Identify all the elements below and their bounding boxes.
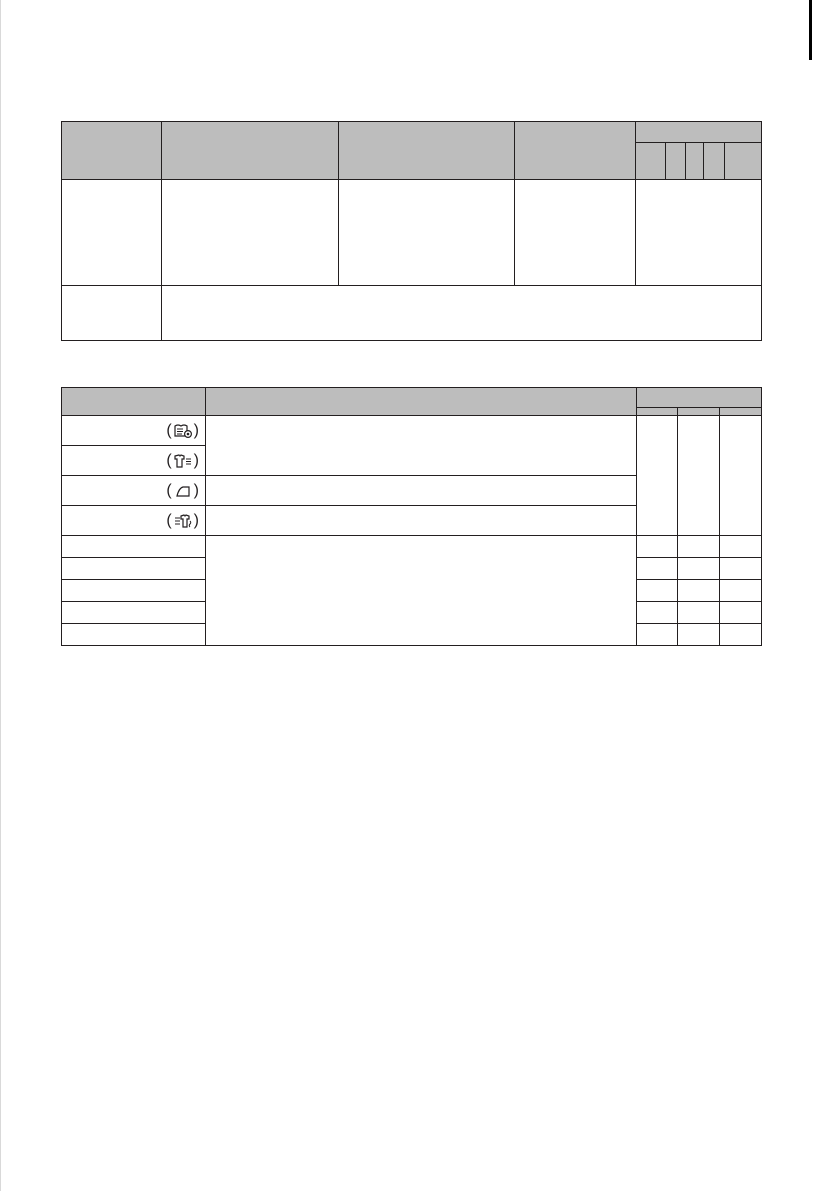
- table-1-cell: [636, 180, 762, 286]
- table-1-subheader-cell: [686, 143, 704, 180]
- option-cell: [720, 558, 762, 580]
- programme-cell: ( ): [62, 416, 206, 446]
- option-cell: [678, 536, 720, 558]
- option-cell: [678, 624, 720, 646]
- steam-shirt-icon: [173, 513, 193, 529]
- description-cell: [206, 536, 637, 646]
- table-2-subheader-cell: [637, 408, 678, 416]
- table-1-header-cell: [62, 122, 162, 180]
- synthetic-shirt-icon: [173, 453, 193, 469]
- option-cell: [720, 624, 762, 646]
- table-row: [62, 536, 762, 558]
- table-1-subheader-cell: [725, 143, 762, 180]
- table-2: [61, 387, 762, 646]
- cut-mark: [809, 0, 812, 60]
- option-cell: [678, 602, 720, 624]
- option-cell: [637, 624, 678, 646]
- option-cell: [720, 416, 762, 536]
- description-cell: [206, 476, 637, 506]
- table-1-group-header: [636, 122, 762, 143]
- table-1-subheader-cell: [704, 143, 725, 180]
- option-cell: [678, 580, 720, 602]
- programme-cell: [62, 558, 206, 580]
- table-1-subheader-cell: [666, 143, 686, 180]
- option-cell: [637, 602, 678, 624]
- table-2-subheader-cell: [720, 408, 762, 416]
- cotton-eco-icon: [173, 423, 193, 439]
- option-cell: [637, 416, 678, 536]
- table-1-header-cell: [515, 122, 636, 180]
- description-cell: [206, 416, 637, 476]
- option-cell: [678, 416, 720, 536]
- programme-cell: ( ): [62, 446, 206, 476]
- programme-cell: ( ): [62, 506, 206, 536]
- programme-cell: [62, 580, 206, 602]
- table-2-group-header: [637, 388, 762, 408]
- table-2-header-cell: [206, 388, 637, 416]
- option-cell: [637, 536, 678, 558]
- option-cell: [720, 602, 762, 624]
- option-cell: [720, 536, 762, 558]
- option-cell: [720, 580, 762, 602]
- table-1-cell: [339, 180, 515, 286]
- table-1-header-cell: [162, 122, 339, 180]
- programme-cell: ( ): [62, 476, 206, 506]
- table-2-header-cell: [62, 388, 206, 416]
- table-1-cell: [62, 286, 162, 341]
- table-1-cell: [162, 180, 339, 286]
- programme-cell: [62, 624, 206, 646]
- programme-cell: [62, 602, 206, 624]
- option-cell: [678, 558, 720, 580]
- page-margin-line: [0, 0, 1, 1191]
- table-row: [62, 180, 762, 286]
- table-1: [61, 121, 762, 341]
- table-row: [62, 416, 762, 446]
- table-1-header-cell: [339, 122, 515, 180]
- option-cell: [637, 580, 678, 602]
- option-cell: [637, 558, 678, 580]
- description-cell: [206, 506, 637, 536]
- table-1-subheader-cell: [636, 143, 666, 180]
- table-1-cell: [515, 180, 636, 286]
- table-2-subheader-cell: [678, 408, 720, 416]
- programme-cell: [62, 536, 206, 558]
- table-1-note-cell: [162, 286, 762, 341]
- table-1-cell: [62, 180, 162, 286]
- table-row: [62, 286, 762, 341]
- easy-iron-icon: [173, 483, 193, 499]
